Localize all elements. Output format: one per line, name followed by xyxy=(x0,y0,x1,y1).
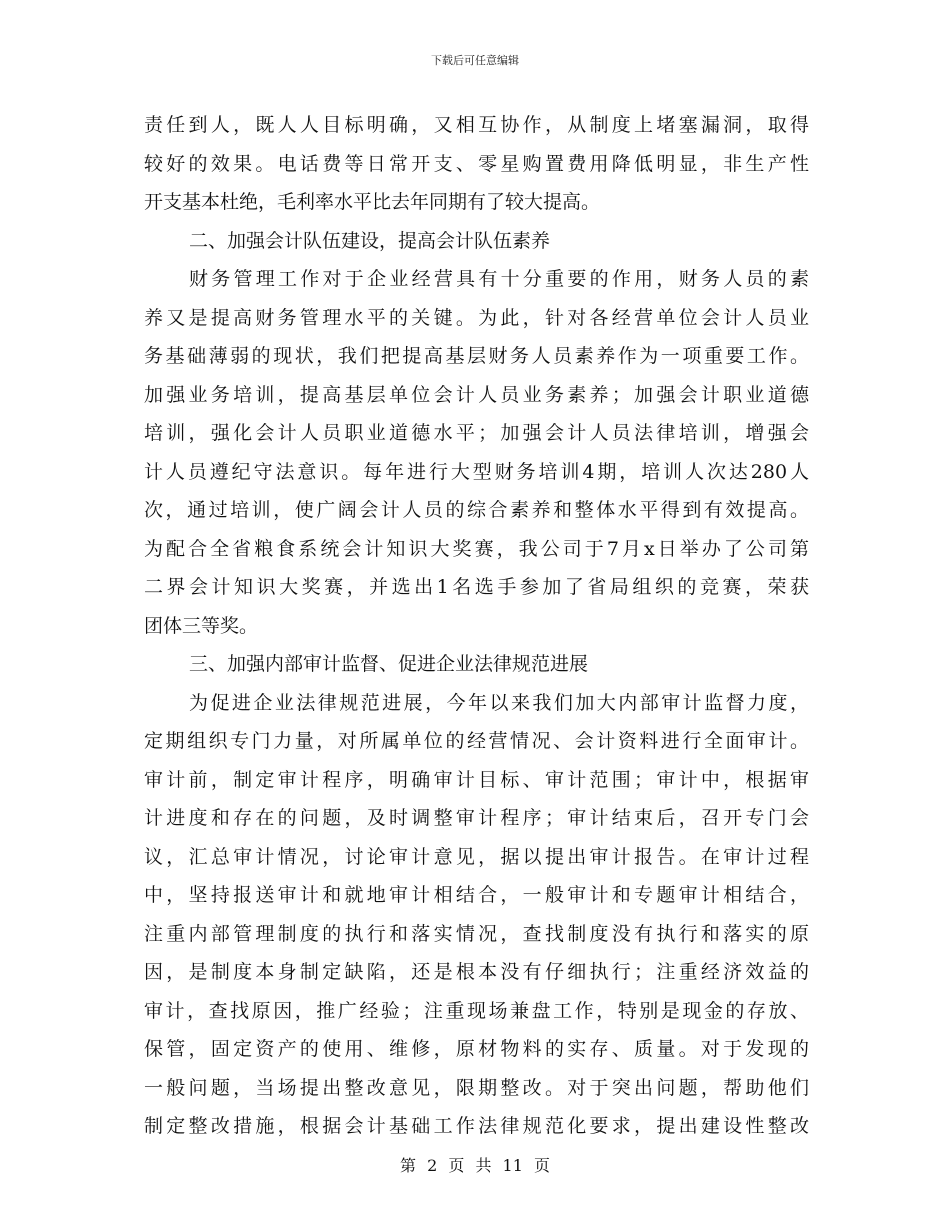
text-line: 审计，查找原因，推广经验；注重现场兼盘工作，特别是现金的存放、 xyxy=(144,999,809,1022)
text-line: 责任到人，既人人目标明确，又相互协作，从制度上堵塞漏洞，取得 xyxy=(144,114,809,136)
text-line: 审计前，制定审计程序，明确审计目标、审计范围；审计中，根据审 xyxy=(144,768,809,791)
text-line: 财务管理工作对于企业经营具有十分重要的作用，财务人员的素 xyxy=(189,268,809,290)
text-line: 中，坚持报送审计和就地审计相结合，一般审计和专题审计相结合， xyxy=(144,884,809,906)
section-heading: 三、加强内部审计监督、促进企业法律规范进展 xyxy=(189,653,589,675)
text-line: 务基础薄弱的现状，我们把提高基层财务人员素养作为一项重要工作。 xyxy=(144,345,809,367)
text-line: 议，汇总审计情况，讨论审计意见，据以提出审计报告。在审计过程 xyxy=(144,845,809,868)
text-line: 因，是制度本身制定缺陷，还是根本没有仔细执行；注重经济效益的 xyxy=(144,961,809,983)
text-line: 养又是提高财务管理水平的关键。为此，针对各经营单位会计人员业 xyxy=(144,306,809,329)
document-body xyxy=(144,106,809,1146)
text-line: 团体三等奖。 xyxy=(144,614,259,637)
section-heading: 二、加强会计队伍建设，提高会计队伍素养 xyxy=(189,229,551,252)
text-line: 为促进企业法律规范进展，今年以来我们加大内部审计监督力度， xyxy=(189,691,809,714)
text-line: 计人员遵纪守法意识。每年进行大型财务培训4期，培训人次达280人 xyxy=(144,460,809,483)
text-line: 保管，固定资产的使用、维修，原材物料的实存、质量。对于发现的 xyxy=(144,1038,809,1060)
text-line: 次，通过培训，使广阔会计人员的综合素养和整体水平得到有效提高。 xyxy=(144,499,809,521)
text-line: 制定整改措施，根据会计基础工作法律规范化要求，提出建设性整改 xyxy=(144,1115,809,1137)
page-footer: 第 2 页 共 11 页 xyxy=(400,1156,550,1175)
text-line: 加强业务培训，提高基层单位会计人员业务素养；加强会计职业道德 xyxy=(144,383,809,406)
text-line: 培训，强化会计人员职业道德水平；加强会计人员法律培训，增强会 xyxy=(144,422,809,444)
text-line: 开支基本杜绝，毛利率水平比去年同期有了较大提高。 xyxy=(144,191,601,213)
text-line: 一般问题，当场提出整改意见，限期整改。对于突出问题，帮助他们 xyxy=(144,1076,809,1099)
text-line: 计进度和存在的问题，及时调整审计程序；审计结束后，召开专门会 xyxy=(144,807,809,829)
text-line: 二界会计知识大奖赛，并选出1名选手参加了省局组织的竞赛，荣获 xyxy=(144,576,809,598)
text-line: 较好的效果。电话费等日常开支、零星购置费用降低明显，非生产性 xyxy=(144,152,809,175)
text-line: 定期组织专门力量，对所属单位的经营情况、会计资料进行全面审计。 xyxy=(144,730,809,752)
page-header: 下载后可任意编辑 xyxy=(431,54,519,67)
text-line: 为配合全省粮食系统会计知识大奖赛，我公司于7月x日举办了公司第 xyxy=(144,537,809,560)
text-line: 注重内部管理制度的执行和落实情况，查找制度没有执行和落实的原 xyxy=(144,922,809,945)
